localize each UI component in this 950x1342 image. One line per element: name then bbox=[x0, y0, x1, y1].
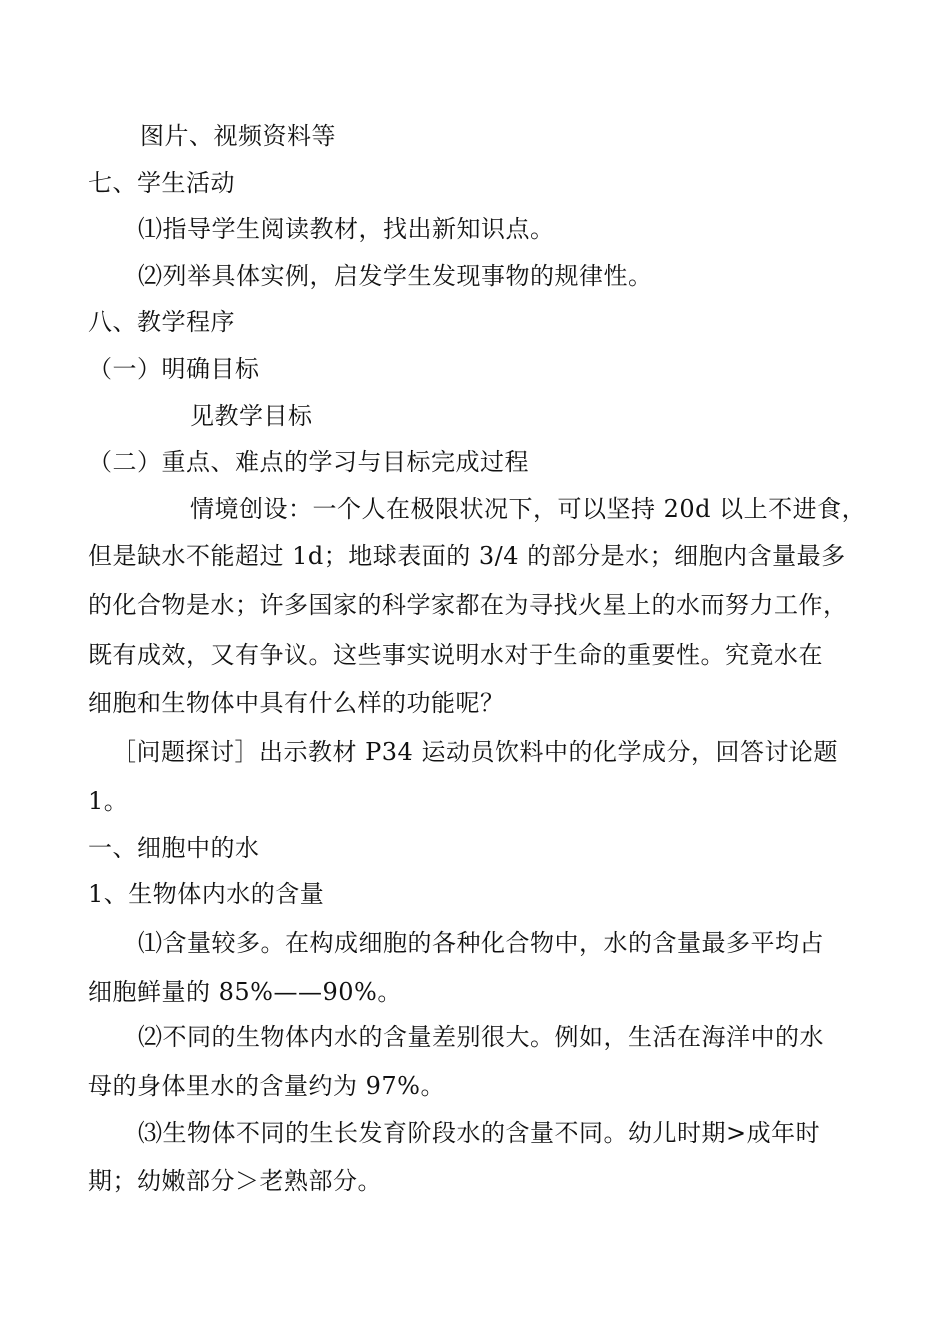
paragraph-line: 母的身体里水的含量约为 97%。 bbox=[88, 1072, 445, 1100]
paragraph-line: ⑵不同的生物体内水的含量差别很大。例如，生活在海洋中的水 bbox=[138, 1023, 824, 1051]
section-heading-water-in-cells: 一、细胞中的水 bbox=[88, 834, 260, 862]
subsection-heading-objectives: （一）明确目标 bbox=[88, 355, 260, 383]
paragraph-line: 情境创设：一个人在极限状况下，可以坚持 20d 以上不进食， bbox=[190, 495, 867, 523]
text-line-see-objectives: 见教学目标 bbox=[190, 402, 313, 430]
section-heading-teaching-procedure: 八、教学程序 bbox=[88, 308, 235, 336]
paragraph-line: 细胞鲜量的 85%——90%。 bbox=[88, 978, 402, 1006]
paragraph-line: 期；幼嫩部分＞老熟部分。 bbox=[88, 1167, 382, 1195]
paragraph-line: 既有成效，又有争议。这些事实说明水对于生命的重要性。究竟水在 bbox=[88, 641, 823, 669]
list-item-activity-1: ⑴指导学生阅读教材，找出新知识点。 bbox=[138, 215, 555, 243]
section-heading-student-activities: 七、学生活动 bbox=[88, 169, 235, 197]
paragraph-line: 但是缺水不能超过 1d；地球表面的 3/4 的部分是水；细胞内含量最多 bbox=[88, 542, 846, 570]
paragraph-line: 细胞和生物体中具有什么样的功能呢？ bbox=[88, 689, 505, 717]
text-line-materials: 图片、视频资料等 bbox=[140, 122, 336, 150]
paragraph-line: ⑶生物体不同的生长发育阶段水的含量不同。幼儿时期>成年时 bbox=[138, 1119, 821, 1147]
list-item-activity-2: ⑵列举具体实例，启发学生发现事物的规律性。 bbox=[138, 262, 653, 290]
subsection-heading-key-points: （二）重点、难点的学习与目标完成过程 bbox=[88, 448, 529, 476]
paragraph-line: ⑴含量较多。在构成细胞的各种化合物中，水的含量最多平均占 bbox=[138, 929, 824, 957]
paragraph-line: ［问题探讨］出示教材 P34 运动员饮料中的化学成分，回答讨论题 bbox=[112, 738, 838, 766]
subsection-heading-water-content: 1、生物体内水的含量 bbox=[88, 880, 325, 908]
paragraph-line: 1。 bbox=[88, 787, 129, 815]
paragraph-line: 的化合物是水；许多国家的科学家都在为寻找火星上的水而努力工作， bbox=[88, 591, 848, 619]
